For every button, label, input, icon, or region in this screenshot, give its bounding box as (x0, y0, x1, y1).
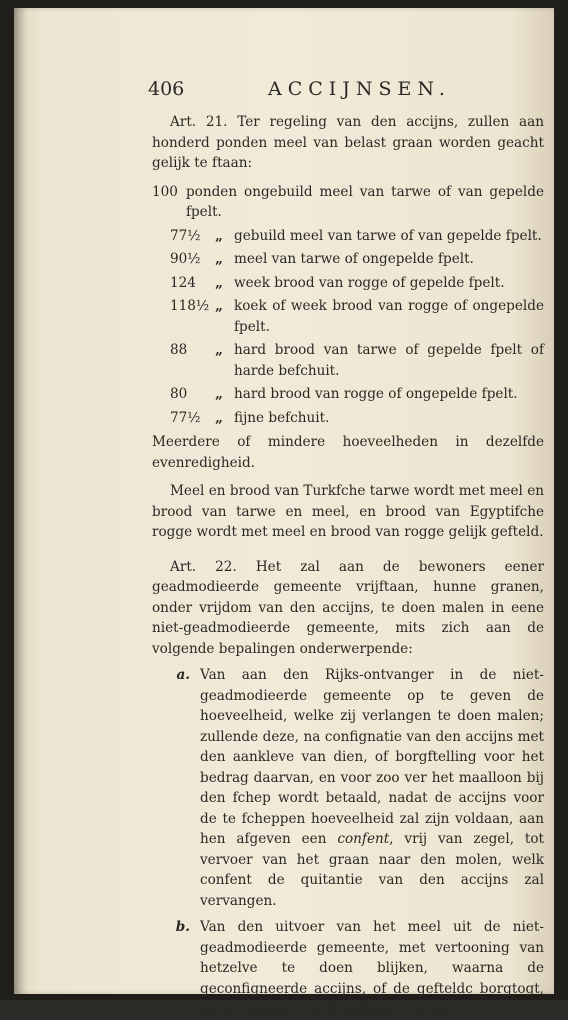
page-number: 406 (148, 78, 185, 100)
row-value: 88 (170, 342, 188, 358)
list-item-b (152, 917, 544, 1020)
table-row (152, 273, 544, 294)
binding-shadow (14, 8, 28, 994)
art21-intro: Art. 21. Ter regeling van den accijns, zullen aan honderd ponden meel van belast graan worden geacht gelijk te ftaan: (152, 114, 544, 171)
ditto-mark: „ (215, 227, 223, 244)
item-label: a. (176, 667, 190, 683)
list-item-a (152, 665, 544, 911)
ditto-mark: „ (215, 409, 223, 426)
table-row (152, 296, 544, 337)
row-value: 100 (152, 183, 178, 200)
row-description: hard brood van tarwe of gepelde fpelt of harde befchuit. (234, 342, 544, 379)
row-value: 118½ (170, 298, 210, 314)
item-italic-term: confent (337, 831, 390, 847)
table-row (152, 384, 544, 405)
item-text: Van den uitvoer van het meel uit de niet-geadmodieerde gemeente, met vertooning van hetzelve te doen blijken, waarna de geconfigneerde accijns, of de gefteldc borgtogt, zal teruggegeven of ontflagen worden. (200, 919, 544, 1017)
item-text (200, 665, 544, 911)
row-description: koek of week brood van rogge of ongepelde fpelt. (234, 298, 544, 335)
ditto-mark: „ (215, 342, 223, 358)
row-description: gebuild meel van tarwe of van gepelde fpelt. (234, 227, 542, 244)
table-row (152, 340, 544, 381)
row-value: 77½ (170, 227, 201, 244)
art21-para-equivalence: Meel en brood van Turkfche tarwe wordt met meel en brood van tarwe en meel, en brood van Egyptifche rogge wordt met meel en brood van rogge gelijk gefteld. (152, 483, 544, 540)
row-description: meel van tarwe of ongepelde fpelt. (234, 251, 474, 267)
row-description: fijne befchuit. (234, 409, 330, 426)
table-row (152, 226, 544, 247)
row-value: 124 (170, 274, 196, 291)
art21-para-proportion: Meerdere of mindere hoeveelheden in dezelfde evenredigheid. (152, 434, 544, 471)
running-title: ACCIJNSEN. (268, 78, 451, 100)
conversion-table (152, 182, 544, 429)
page-header (148, 78, 451, 106)
row-description: hard brood van rogge of ongepelde fpelt. (234, 386, 518, 402)
art22-intro: Art. 22. Het zal aan de bewoners eener geadmodieerde gemeente vrijftaan, hunne granen, onder vrijdom van den accijns, te doen malen in eene niet-geadmodieerde gemeente, mits zich aan de volgende bepalingen onderwerpende: (152, 558, 544, 657)
row-value: 77½ (170, 409, 201, 426)
item-label: b. (175, 919, 190, 935)
table-row (152, 249, 544, 270)
ditto-mark: „ (215, 251, 223, 267)
item-text-after: , vrij van zegel, tot vervoer van het graan naar den molen, welk confent de quitantie van den accijns zal vervangen. (200, 831, 544, 909)
item-text-before: Van aan den Rijks-ontvanger in de niet-geadmodieerde gemeente op te geven de hoeveelheid, welke zij verlangen te doen malen; zullende deze, na confignatie van den accijns met den aankleve van dien, of borgftelling voor het bedrag daarvan, en voor zoo ver het maalloon bij den fchep wordt betaald, nadat de accijns voor de te fcheppen hoeveelheid zal zijn voldaan, aan hen afgeven een (200, 667, 544, 847)
table-row (152, 408, 544, 429)
ditto-mark: „ (215, 386, 223, 402)
ditto-mark: „ (215, 274, 223, 291)
row-description: ponden ongebuild meel van tarwe of van gepelde fpelt. (185, 183, 544, 220)
page-body (152, 112, 544, 1020)
ditto-mark: „ (215, 298, 223, 314)
row-value: 90½ (170, 251, 201, 267)
row-value: 80 (170, 386, 188, 402)
table-row (152, 182, 544, 223)
row-description: week brood van rogge of gepelde fpelt. (234, 274, 505, 291)
